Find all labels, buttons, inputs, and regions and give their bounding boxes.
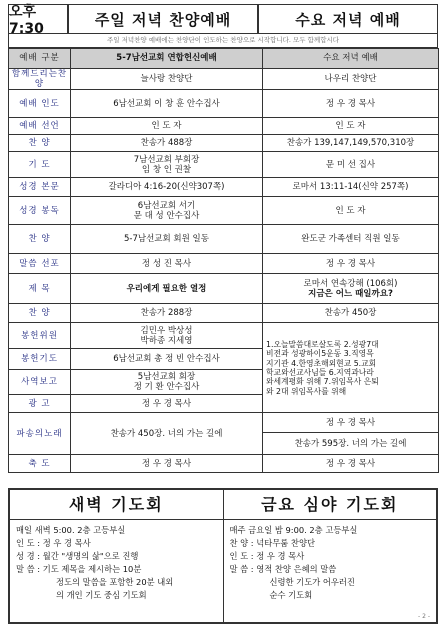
sunday-cell: 6남선교회 총 정 빈 안수집사 [71, 349, 263, 370]
friday-line: 말 씀 : 영적 찬양 은혜의 말씀 [229, 564, 337, 574]
cell-line: 6남선교회 서기 [137, 200, 196, 211]
cell-line: 김민우 박상성 [140, 325, 193, 336]
wednesday-cell: 문 미 선 집사 [263, 152, 439, 178]
cell-line: 7남선교회 부회장 [133, 154, 200, 165]
friday-line: 순수 기도회 [269, 590, 313, 600]
table-row [9, 69, 439, 90]
wednesday-cell: 찬송가 139,147,149,570,310장 [263, 135, 439, 152]
wednesday-cell: 찬송가 450장 [263, 304, 439, 323]
friday-line: 신령한 기도가 어우러진 [269, 577, 355, 587]
wednesday-cell: 정 우 경 목사 [263, 413, 439, 433]
cell-line: 정 기 환 안수집사 [133, 382, 200, 393]
prayer-line: 1.오늘말씀대로살도록 2.성광7대 [266, 339, 379, 349]
table-row [9, 413, 439, 433]
prayer-line: 비전과 성광하이5운동 3.직영목 [266, 349, 374, 359]
column-wednesday: 수요 저녁 예배 [263, 49, 439, 69]
cell-line: 문 대 성 안수집사 [133, 210, 200, 221]
cell-line: 임 창 인 권찰 [141, 164, 192, 175]
sunday-cell: 정 우 경 목사 [71, 455, 263, 473]
row-label: 함께드리는찬양 [9, 69, 71, 90]
row-label: 말씀 선포 [9, 254, 71, 274]
friday-line: 매주 금요일 밤 9:00. 2층 고등부실 [229, 525, 358, 535]
table-row [9, 197, 439, 225]
sunday-cell: 찬송가 288장 [71, 304, 263, 323]
cell-line: 로마서 연속강해 (106회) [303, 278, 398, 289]
sunday-cell: 인 도 자 [71, 118, 263, 135]
dawn-line: 의 개인 기도 중심 기도회 [56, 590, 147, 600]
row-label: 찬 양 [9, 135, 71, 152]
wednesday-cell [263, 274, 439, 304]
sunday-title: 주일 저녁 찬양예배 [68, 4, 258, 34]
wednesday-cell: 인 도 자 [263, 118, 439, 135]
row-label: 파송의노래 [9, 413, 71, 455]
dawn-line: 정도의 말씀을 포함한 20분 내외 [56, 577, 174, 587]
row-label: 찬 양 [9, 225, 71, 254]
wednesday-cell: 정 우 경 목사 [263, 90, 439, 118]
prayer-topics [263, 323, 439, 413]
wednesday-cell: 로마서 13:11-14(신약 257쪽) [263, 178, 439, 197]
friday-line: 찬 양 : 넉타무룸 찬양단 [229, 538, 315, 548]
table-row [9, 152, 439, 178]
dawn-line: 말 씀 : 기도 제목을 제시하는 10분 [16, 564, 142, 574]
friday-line: 인 도 : 정 우 경 목사 [229, 551, 305, 561]
sunday-cell: 정 우 경 목사 [71, 395, 263, 413]
table-row [9, 90, 439, 118]
sunday-cell [71, 370, 263, 395]
table-row [9, 323, 439, 349]
wednesday-cell: 정 우 경 목사 [263, 254, 439, 274]
friday-prayer-body [224, 520, 437, 606]
dawn-line: 매일 새벽 5:00. 2층 고등부실 [16, 525, 126, 535]
dawn-prayer-title: 새벽 기도회 [10, 490, 223, 520]
table-row [9, 178, 439, 197]
friday-prayer-box [223, 490, 437, 622]
row-label: 예배 인도 [9, 90, 71, 118]
row-label: 예배 선언 [9, 118, 71, 135]
sunday-cell [71, 152, 263, 178]
service-time: 오후 7:30 [8, 4, 68, 34]
row-label: 제 목 [9, 274, 71, 304]
row-label: 찬 양 [9, 304, 71, 323]
row-label: 봉헌위원 [9, 323, 71, 349]
sunday-cell: 5-7남선교회 회원 일동 [71, 225, 263, 254]
wednesday-cell: 찬송가 595장. 너의 가는 길에 [263, 433, 439, 455]
table-row [9, 254, 439, 274]
cell-line: 지금은 어느 때일까요? [308, 288, 393, 299]
wednesday-cell: 나우리 찬양단 [263, 69, 439, 90]
column-sunday: 5-7남선교회 연합헌신예배 [71, 49, 263, 69]
sunday-cell: 갈라디아 4:16-20(신약307쪽) [71, 178, 263, 197]
row-label: 축 도 [9, 455, 71, 473]
wednesday-cell: 인 도 자 [263, 197, 439, 225]
dawn-line: 성 경 : 월간 "생명의 삶"으로 진행 [16, 551, 139, 561]
bulletin-header [8, 4, 438, 37]
prayer-line: 와 2대 위임목사를 위해 [266, 386, 347, 396]
cell-line: 5남선교회 회장 [137, 372, 196, 383]
table-row [9, 304, 439, 323]
page-number: - 2 - [418, 613, 430, 620]
table-row [9, 135, 439, 152]
column-label: 예배 구분 [9, 49, 71, 69]
table-row [9, 274, 439, 304]
row-label: 광 고 [9, 395, 71, 413]
wednesday-title: 수요 저녁 예배 [258, 4, 438, 34]
row-label: 기 도 [9, 152, 71, 178]
row-label: 성경 봉독 [9, 197, 71, 225]
sunday-cell: 늘사랑 찬양단 [71, 69, 263, 90]
sunday-cell: 6남선교회 이 창 훈 안수집사 [71, 90, 263, 118]
sunday-cell: 찬송가 488장 [71, 135, 263, 152]
column-header-row [9, 49, 439, 69]
row-label: 성경 본문 [9, 178, 71, 197]
notice-line: 주일 저녁찬양 예배에는 찬양단이 인도하는 찬양으로 시작합니다. 모두 함께합시다 [8, 34, 438, 48]
wednesday-cell: 완도군 가족센터 직원 일동 [263, 225, 439, 254]
sunday-cell: 정 성 진 목사 [71, 254, 263, 274]
wednesday-cell: 정 우 경 목사 [263, 455, 439, 473]
row-label: 사역보고 [9, 370, 71, 395]
cell-line: 박하종 지세영 [140, 335, 193, 346]
worship-order-table [8, 48, 439, 473]
sunday-cell [71, 323, 263, 349]
dawn-line: 인 도 : 정 우 경 목사 [16, 538, 91, 548]
row-label: 봉헌기도 [9, 349, 71, 370]
prayer-line: 와세계평화 위해 7.위임목사 은퇴 [266, 377, 379, 387]
friday-prayer-title: 금요 심야 기도회 [224, 490, 437, 520]
table-row [9, 225, 439, 254]
dawn-prayer-body [10, 520, 223, 606]
sermon-title: 우리에게 필요한 열정 [71, 274, 263, 304]
prayer-meeting-boxes [8, 488, 438, 624]
table-row [9, 118, 439, 135]
dawn-prayer-box [10, 490, 223, 622]
prayer-line: 학교와선교사님들 6.지역과나라 [266, 367, 374, 377]
prayer-line: 지기관 4.한영초해외현교 5.교회 [266, 358, 377, 368]
table-row [9, 455, 439, 473]
sunday-cell [71, 197, 263, 225]
sunday-cell: 찬송가 450장. 너의 가는 길에 [71, 413, 263, 455]
